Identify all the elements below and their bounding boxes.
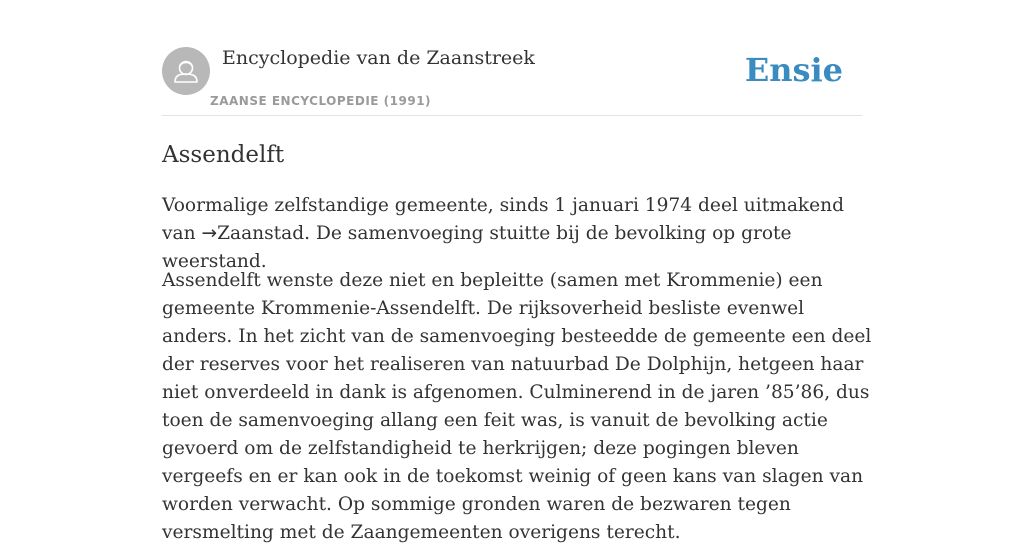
avatar[interactable] — [162, 47, 210, 95]
book-subtitle: ZAANSE ENCYCLOPEDIE (1991) — [210, 94, 432, 108]
paragraph-1-text-after: . De samenvoeging stuitte bij de bevolking op grote weerstand. — [162, 223, 792, 272]
zaanstad-link[interactable] — [201, 223, 304, 244]
brand-logo[interactable]: Ensie — [744, 51, 843, 89]
entry-title: Assendelft — [162, 142, 285, 168]
user-icon — [162, 47, 210, 95]
paragraph-1 — [162, 192, 872, 276]
book-title-link[interactable]: Encyclopedie van de Zaanstreek — [222, 47, 535, 69]
page — [162, 0, 872, 543]
paragraph-2: Assendelft wenste deze niet en bepleitte (samen met Krommenie) een gemeente Krommenie-Assendelft. De rijksoverheid besliste evenwel anders. In het zicht van de samenvoeging besteedde de gemeente een deel der reserves voor het realiseren van natuurbad De Dolphijn, hetgeen haar niet onverdeeld in dank is afgenomen. Culminerend in de jaren ’85’86, dus toen de samenvoeging allang een feit was, is vanuit de bevolking actie gevoerd om de zelfstandigheid te herkrijgen; deze pogingen bleven vergeefs en er kan ook in de toekomst weinig of geen kans van slagen van worden verwacht. Op sommige gronden waren de bezwaren tegen versmelting met de Zaangemeenten overigens terecht. — [162, 270, 872, 543]
paragraph-1-text-before: Voormalige zelfstandige gemeente, sinds 1 januari 1974 deel uitmakend van — [162, 195, 845, 244]
zaanstad-link-label: Zaanstad — [217, 223, 305, 244]
arrow-right-icon: → — [201, 223, 218, 244]
header — [162, 0, 862, 116]
